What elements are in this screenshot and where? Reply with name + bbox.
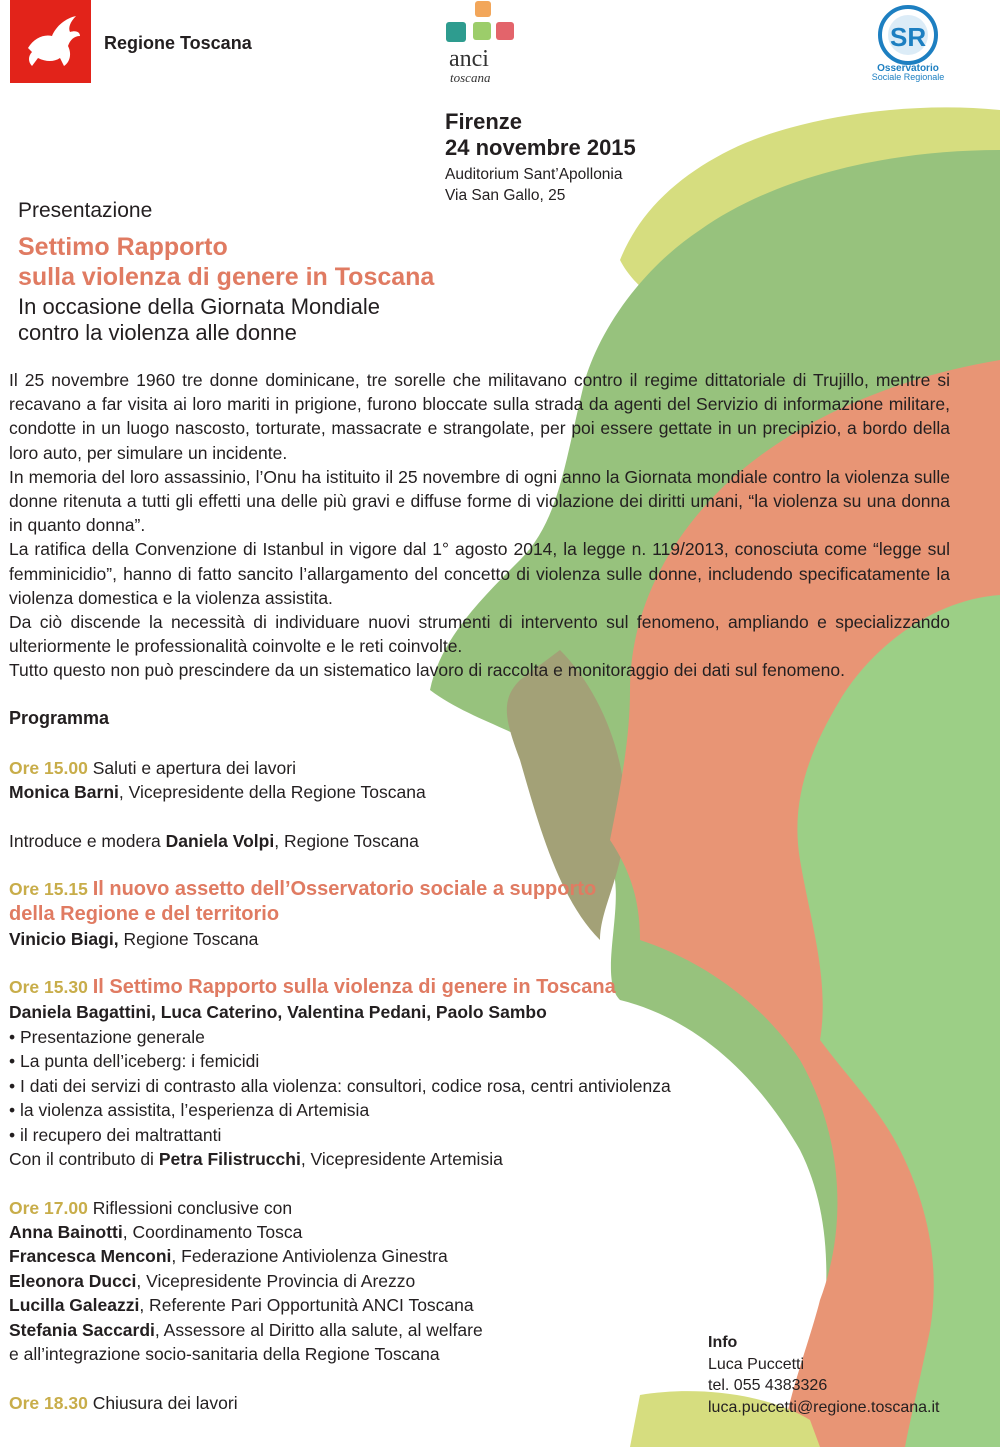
anci-toscana-logo [440, 0, 520, 90]
panel-member [9, 1295, 474, 1316]
bullet-item: • Presentazione generale [9, 1027, 205, 1047]
info-phone[interactable]: tel. 055 4383326 [708, 1377, 828, 1394]
session-3 [9, 976, 616, 999]
org-name: Regione Toscana [104, 33, 252, 53]
info-box [708, 1332, 939, 1418]
svg-text:anci: anci [449, 46, 489, 72]
session-2 [9, 878, 596, 901]
presentation-label: Presentazione [18, 199, 153, 222]
event-venue: Auditorium Sant’Apollonia [445, 166, 623, 183]
session-1 [9, 758, 296, 779]
session-title: Saluti e apertura dei lavori [92, 758, 296, 778]
svg-text:SR: SR [890, 22, 927, 52]
speaker-name: Vinicio Biagi, [9, 929, 119, 949]
regione-toscana-logo [10, 0, 91, 83]
bullet-item: • I dati dei servizi di contrasto alla violenza: consultori, codice rosa, centri antiviolenza [9, 1076, 671, 1096]
event-city: Firenze [445, 109, 523, 134]
program-heading: Programma [9, 708, 110, 728]
body-paragraph: La ratifica della Convenzione di Istanbul in vigore dal 1° agosto 2014, la legge n. 119/2013, conosciuta come “legge sul femminicidio”, hanno di fatto sancito l’allargamento del concetto di violenza sulle donne, includendo specificatamente la violenza domestica e la violenza assistita. [9, 539, 950, 608]
panel-member [9, 1222, 302, 1243]
speaker-names: Daniela Bagattini, Luca Caterino, Valentina Pedani, Paolo Sambo [9, 1002, 547, 1022]
session-time: Ore 15.15 [9, 879, 88, 899]
bullet-item: • la violenza assistita, l’esperienza di Artemisia [9, 1100, 370, 1120]
session-time: Ore 15.00 [9, 758, 88, 778]
panel-name: Lucilla Galeazzi [9, 1295, 140, 1315]
info-heading: Info [708, 1334, 738, 1351]
info-email[interactable]: luca.puccetti@regione.toscana.it [708, 1398, 940, 1416]
session-title: Chiusura dei lavori [92, 1393, 238, 1413]
body-paragraph: Tutto questo non può prescindere da un sistematico lavoro di raccolta e monitoraggio dei dati sul fenomeno. [9, 660, 845, 681]
info-name: Luca Puccetti [708, 1355, 805, 1373]
panel-name: Francesca Menconi [9, 1246, 172, 1266]
session-title: Riflessioni conclusive con [92, 1198, 293, 1218]
report-title-line2: sulla violenza di genere in Toscana [18, 263, 435, 291]
session-time: Ore 17.00 [9, 1198, 88, 1218]
session-title: Il nuovo assetto dell’Osservatorio sociale a supporto [92, 878, 597, 900]
session-2-title-line2: della Regione e del territorio [9, 903, 280, 925]
contrib-prefix: Con il contributo di [9, 1149, 159, 1169]
svg-text:Osservatorio: Osservatorio [877, 63, 939, 74]
svg-text:Sociale Regionale: Sociale Regionale [871, 72, 945, 82]
session-2-speaker [9, 929, 258, 950]
bullet-item: • il recupero dei maltrattanti [9, 1125, 222, 1145]
session-3-contribution [9, 1149, 503, 1170]
body-paragraph: Da ciò discende la necessità di individuare nuovi strumenti di intervento sul fenomeno, ampliando e specializzando ulteriormente le professionalità coinvolte e le reti coinvolte. [9, 612, 950, 657]
panel-member [9, 1271, 415, 1292]
panel-name: Anna Bainotti [9, 1222, 123, 1242]
panel-member-continued: e all’integrazione socio-sanitaria della Regione Toscana [9, 1344, 440, 1364]
panel-name: Stefania Saccardi [9, 1320, 155, 1340]
speaker-role: Regione Toscana [118, 929, 259, 949]
svg-text:toscana: toscana [450, 70, 491, 85]
session-1-speaker [9, 782, 426, 803]
subtitle-line1: In occasione della Giornata Mondiale [18, 294, 381, 319]
session-5 [9, 1393, 238, 1414]
bullet-item: • La punta dell’iceberg: i femicidi [9, 1051, 260, 1071]
subtitle-line2: contro la violenza alle donne [18, 320, 297, 345]
body-paragraph: Il 25 novembre 1960 tre donne dominicane, tre sorelle che militavano contro il regime dittatoriale di Trujillo, mentre si recavano a far visita ai loro mariti in prigione, furono bloccate sulla strada da agenti del Servizio di informazione militare, condotte in un luogo nascosto, torturate, massacrate e strangolate, per poi essere gettate in un precipizio, a bordo della loro auto, per simulare un incidente. [9, 370, 950, 463]
moderator-prefix: Introduce e modera [9, 831, 166, 851]
speaker-name: Monica Barni [9, 782, 119, 802]
event-date: 24 novembre 2015 [445, 135, 636, 160]
panel-role: , Referente Pari Opportunità ANCI Toscana [139, 1295, 474, 1315]
osservatorio-sociale-logo [858, 2, 958, 82]
panel-member [9, 1246, 448, 1267]
speaker-role: , Vicepresidente della Regione Toscana [118, 782, 426, 802]
session-title: Il Settimo Rapporto sulla violenza di genere in Toscana [92, 976, 616, 998]
moderator [9, 831, 419, 852]
panel-name: Eleonora Ducci [9, 1271, 137, 1291]
body-text [9, 368, 950, 683]
session-3-speakers [9, 1002, 547, 1023]
session-4 [9, 1198, 292, 1219]
report-title-line1: Settimo Rapporto [18, 233, 228, 261]
session-time: Ore 18.30 [9, 1393, 88, 1413]
event-address: Via San Gallo, 25 [445, 187, 566, 204]
pegasus-icon [10, 0, 91, 83]
body-paragraph: In memoria del loro assassinio, l’Onu ha istituito il 25 novembre di ogni anno la Giornata mondiale contro la violenza sulle donne ritenuta a tutti gli effetti una delle più gravi e diffuse forme di violazione dei diritti umani, “la violenza su una donna in quanto donna”. [9, 466, 950, 536]
panel-role: , Vicepresidente Provincia di Arezzo [136, 1271, 416, 1291]
panel-member [9, 1320, 483, 1341]
session-time: Ore 15.30 [9, 977, 88, 997]
panel-role: , Coordinamento Tosca [122, 1222, 303, 1242]
contrib-name: Petra Filistrucchi [158, 1149, 301, 1169]
moderator-name: Daniela Volpi [165, 831, 275, 851]
contrib-role: , Vicepresidente Artemisia [300, 1149, 503, 1169]
panel-role: , Federazione Antiviolenza Ginestra [171, 1246, 448, 1266]
panel-role: , Assessore al Diritto alla salute, al welfare [154, 1320, 483, 1340]
moderator-role: , Regione Toscana [274, 831, 419, 851]
